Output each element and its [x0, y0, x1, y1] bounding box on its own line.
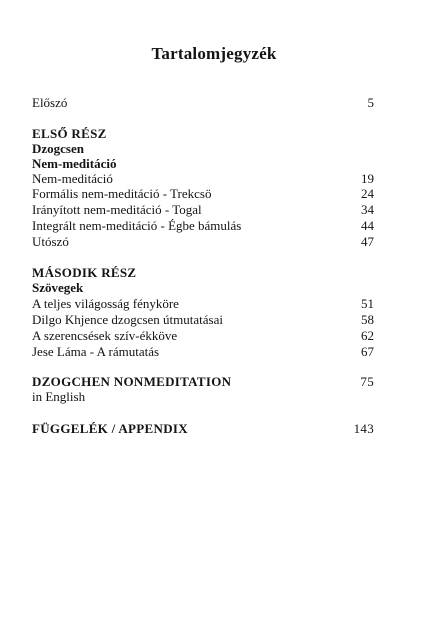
toc-entry: [32, 218, 374, 234]
toc-entry-title: Jese Láma - A rámutatás: [32, 344, 160, 359]
toc-entry: [32, 234, 374, 250]
toc-entry-page: 24: [361, 186, 374, 201]
section-title: Dzogcsen: [32, 141, 84, 156]
toc-entry: [32, 171, 374, 187]
toc-entry-title: A teljes világosság fényköre: [32, 296, 179, 311]
toc-entry-title: Előszó: [32, 95, 68, 110]
section-title: Nem-meditáció: [32, 156, 117, 171]
toc-entry: [32, 202, 374, 218]
toc-entry-page: 62: [361, 328, 374, 343]
toc-entry-page: 75: [360, 374, 374, 389]
part-heading: [32, 265, 374, 281]
toc-entry-subtitle: [32, 389, 374, 405]
section-heading: [32, 280, 374, 296]
toc-entry-page: 44: [361, 218, 374, 233]
part-title: MÁSODIK RÉSZ: [32, 265, 137, 280]
part-title: ELSŐ RÉSZ: [32, 126, 107, 141]
toc-entry-title: A szerencsések szív-ékköve: [32, 328, 178, 343]
part-title: DZOGCHEN NONMEDITATION: [32, 374, 232, 389]
section-heading: [32, 141, 374, 157]
part-heading: [32, 374, 374, 390]
toc-entry-page: 47: [361, 234, 374, 249]
toc-entry-page: 143: [353, 421, 374, 436]
toc-entry-page: 5: [367, 95, 374, 110]
section-title: Szövegek: [32, 280, 84, 295]
page-title: Tartalomjegyzék: [151, 44, 277, 63]
toc-entry-page: 19: [361, 171, 374, 186]
part-heading: [32, 421, 374, 437]
toc-entry: [32, 312, 374, 328]
toc-entry: [32, 95, 374, 111]
toc-entry-title: Utószó: [32, 234, 69, 249]
part-title: FÜGGELÉK / APPENDIX: [32, 421, 188, 436]
toc-entry: [32, 344, 374, 360]
toc-entry-title: Formális nem-meditáció - Trekcsö: [32, 186, 212, 201]
part-heading: [32, 126, 374, 142]
toc-entry: [32, 186, 374, 202]
toc-entry-page: 67: [361, 344, 374, 359]
toc-entry-page: 58: [361, 312, 374, 327]
section-heading: [32, 156, 374, 172]
toc-entry-page: 51: [361, 296, 374, 311]
toc-entry-title: Nem-meditáció: [32, 171, 113, 186]
toc-entry-title: Irányított nem-meditáció - Togal: [32, 202, 202, 217]
toc-entry: [32, 328, 374, 344]
toc-entry-title: Integrált nem-meditáció - Égbe bámulás: [32, 218, 242, 233]
toc-entry-title: in English: [32, 389, 86, 404]
toc-entry: [32, 296, 374, 312]
toc-entry-page: 34: [361, 202, 374, 217]
toc-entry-title: Dilgo Khjence dzogcsen útmutatásai: [32, 312, 223, 327]
